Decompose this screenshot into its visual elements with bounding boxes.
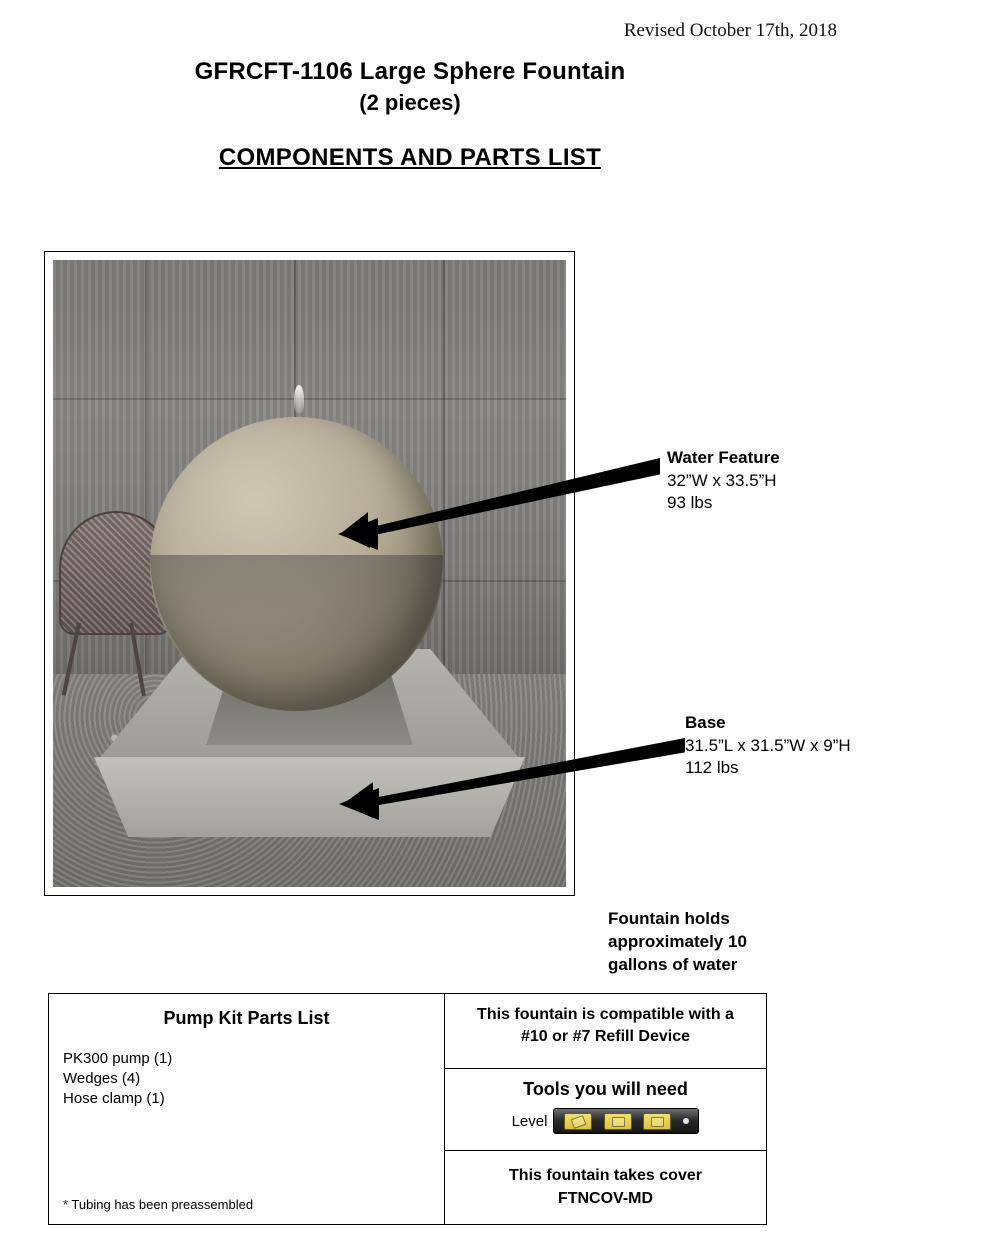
parts-table (48, 993, 767, 1225)
level-label: Level (511, 1112, 548, 1130)
level-vial-icon (564, 1113, 592, 1130)
base-title: Base (685, 713, 726, 732)
level-vial-icon (643, 1113, 671, 1130)
level-vial-icon (604, 1113, 632, 1130)
base-weight: 112 lbs (685, 758, 739, 778)
level-tool-icon (553, 1108, 699, 1134)
base-dimensions: 31.5”L x 31.5”W x 9”H (685, 735, 851, 755)
list-item: Wedges (4) (63, 1070, 141, 1088)
water-feature-arrow (330, 450, 660, 550)
water-feature-title: Water Feature (667, 448, 780, 467)
water-spout (294, 385, 304, 413)
pump-kit-list (49, 1049, 444, 1109)
title-line-2: (2 pieces) (359, 90, 461, 115)
tools-title: Tools you will need (523, 1079, 688, 1099)
base-arrow (325, 730, 685, 820)
page-subtitle: COMPONENTS AND PARTS LIST (218, 144, 602, 171)
list-item: PK300 pump (1) (63, 1050, 173, 1067)
capacity-note: Fountain holds approximately 10 gallons of water (608, 909, 747, 974)
page-title (0, 58, 820, 116)
callout-base (685, 712, 851, 780)
tools-cell (445, 1069, 766, 1151)
tubing-footnote: * Tubing has been preassembled (63, 1197, 254, 1212)
water-feature-dimensions: 32”W x 33.5”H (667, 470, 777, 490)
compatibility-line-1: This fountain is compatible with a (477, 1006, 734, 1023)
cover-line-2: FTNCOV-MD (557, 1189, 654, 1207)
callout-water-feature (667, 447, 780, 515)
level-dot-icon (683, 1118, 689, 1124)
compatibility-line-2: #10 or #7 Refill Device (521, 1027, 690, 1045)
compatibility-cell (445, 994, 766, 1069)
list-item: Hose clamp (1) (63, 1090, 165, 1108)
revised-date: Revised October 17th, 2018 (623, 20, 837, 41)
cover-cell (445, 1151, 766, 1224)
pump-kit-title: Pump Kit Parts List (163, 1008, 330, 1028)
title-line-1: GFRCFT-1106 Large Sphere Fountain (194, 58, 626, 85)
level-row (453, 1108, 758, 1134)
cover-line-1: This fountain takes cover (509, 1167, 702, 1185)
right-column (445, 994, 766, 1224)
pump-kit-cell (49, 994, 445, 1224)
water-feature-weight: 93 lbs (667, 493, 713, 513)
wall-band (53, 398, 566, 400)
